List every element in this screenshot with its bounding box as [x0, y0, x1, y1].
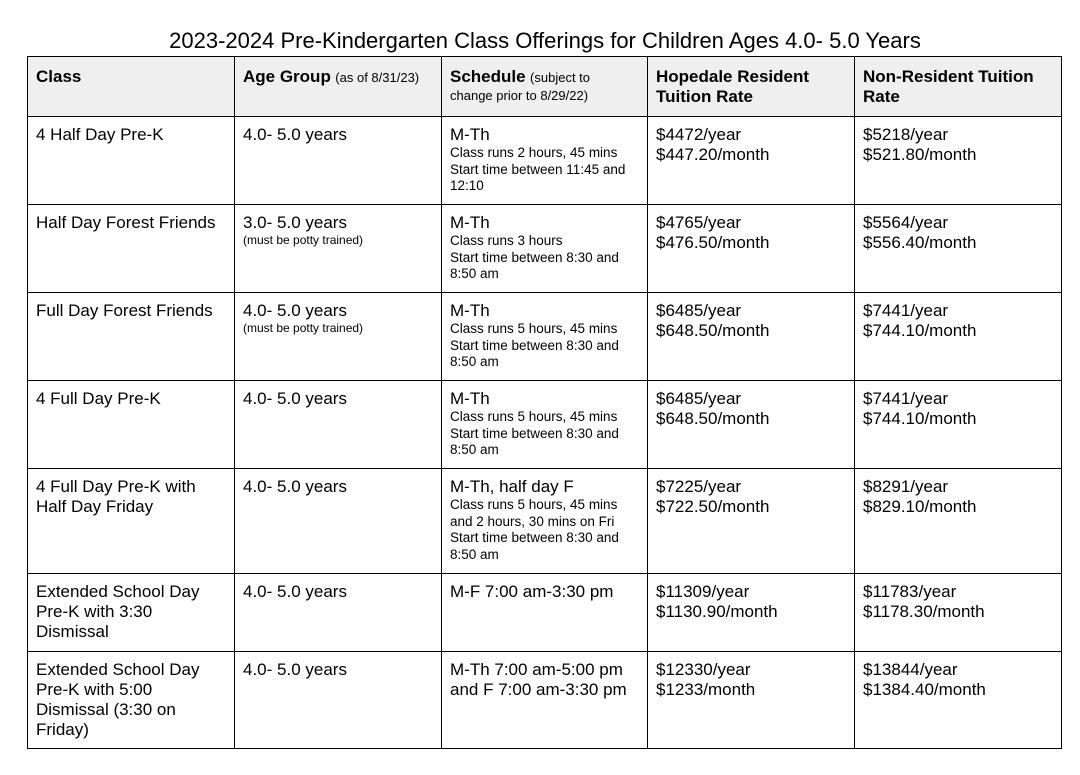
- header-resident-rate: [648, 57, 855, 117]
- header-age-group-label: Age Group: [243, 67, 331, 86]
- schedule-detail: 8:50 am: [450, 354, 499, 369]
- table-row: [28, 469, 1062, 574]
- schedule-detail: Start time between 11:45 and: [450, 161, 626, 177]
- cell-age: [235, 469, 442, 574]
- age-range: 4.0- 5.0 years: [243, 301, 347, 320]
- class-name-line: Pre-K with 3:30: [36, 602, 153, 621]
- cell-schedule: [442, 381, 648, 469]
- schedule-days: M-Th: [450, 125, 490, 144]
- cell-schedule: [442, 293, 648, 381]
- cell-nonresident-rate: [855, 205, 1062, 293]
- schedule-detail: 8:50 am: [450, 442, 499, 457]
- schedule-detail: 8:50 am: [450, 546, 499, 562]
- resident-monthly: $1130.90/month: [656, 602, 778, 621]
- nonresident-yearly: $13844/year: [863, 660, 958, 679]
- resident-monthly: $447.20/month: [656, 145, 770, 164]
- class-name-line: Pre-K with 5:00: [36, 680, 153, 699]
- schedule-detail: Class runs 2 hours, 45 mins: [450, 145, 618, 160]
- nonresident-monthly: $1178.30/month: [863, 602, 985, 621]
- table-header-row: [28, 57, 1062, 117]
- cell-resident-rate: [648, 293, 855, 381]
- resident-yearly: $7225/year: [656, 477, 742, 496]
- resident-yearly: $6485/year: [656, 389, 742, 408]
- schedule-days: M-Th: [450, 213, 490, 232]
- cell-class: [28, 652, 235, 749]
- age-range: 4.0- 5.0 years: [243, 125, 347, 144]
- schedule-detail: Class runs 5 hours, 45 mins: [450, 321, 618, 336]
- class-name-line: Extended School Day: [36, 582, 200, 601]
- resident-yearly: $4765/year: [656, 213, 742, 232]
- cell-resident-rate: [648, 117, 855, 205]
- cell-nonresident-rate: [855, 117, 1062, 205]
- header-schedule: [442, 57, 648, 117]
- class-offerings-table: [27, 56, 1062, 749]
- cell-class: [28, 117, 235, 205]
- cell-resident-rate: [648, 469, 855, 574]
- nonresident-yearly: $5218/year: [863, 125, 949, 144]
- nonresident-monthly: $744.10/month: [863, 409, 977, 428]
- cell-nonresident-rate: [855, 652, 1062, 749]
- age-range: 4.0- 5.0 years: [243, 582, 347, 601]
- header-age-group: [235, 57, 442, 117]
- resident-monthly: $476.50/month: [656, 233, 770, 252]
- nonresident-monthly: $744.10/month: [863, 321, 977, 340]
- cell-schedule: [442, 117, 648, 205]
- age-range: 4.0- 5.0 years: [243, 477, 347, 496]
- schedule-detail: Class runs 5 hours, 45 mins: [450, 497, 618, 512]
- header-class-label: Class: [36, 67, 82, 86]
- resident-yearly: $12330/year: [656, 660, 751, 679]
- age-range: 4.0- 5.0 years: [243, 389, 347, 408]
- cell-class: [28, 574, 235, 652]
- table-row: [28, 652, 1062, 749]
- table-row: [28, 293, 1062, 381]
- header-nonresident-label-2: Rate: [863, 87, 900, 106]
- header-resident-label-1: Hopedale Resident: [656, 67, 810, 86]
- resident-monthly: $648.50/month: [656, 409, 770, 428]
- table-row: [28, 205, 1062, 293]
- age-note: (must be potty trained): [243, 233, 364, 247]
- class-name-line: Dismissal (3:30 on: [36, 700, 176, 719]
- class-name: 4 Half Day Pre-K: [36, 125, 164, 144]
- cell-class: [28, 469, 235, 574]
- resident-yearly: $6485/year: [656, 301, 742, 320]
- schedule-days: M-F 7:00 am-3:30 pm: [450, 582, 614, 601]
- cell-resident-rate: [648, 205, 855, 293]
- table-row: [28, 381, 1062, 469]
- cell-schedule: [442, 469, 648, 574]
- cell-schedule: [442, 574, 648, 652]
- cell-nonresident-rate: [855, 574, 1062, 652]
- age-range: 3.0- 5.0 years: [243, 213, 347, 232]
- cell-resident-rate: [648, 652, 855, 749]
- table-row: [28, 574, 1062, 652]
- nonresident-yearly: $8291/year: [863, 477, 949, 496]
- nonresident-yearly: $11783/year: [863, 582, 957, 601]
- nonresident-yearly: $7441/year: [863, 389, 949, 408]
- cell-resident-rate: [648, 574, 855, 652]
- page-title: 2023-2024 Pre-Kindergarten Class Offerings for Children Ages 4.0- 5.0 Years: [169, 28, 921, 53]
- cell-schedule: [442, 652, 648, 749]
- nonresident-monthly: $1384.40/month: [863, 680, 986, 699]
- cell-age: [235, 205, 442, 293]
- header-schedule-label: Schedule: [450, 67, 526, 86]
- nonresident-yearly: $7441/year: [863, 301, 949, 320]
- schedule-days: M-Th, half day F: [450, 477, 574, 496]
- age-note: (must be potty trained): [243, 321, 364, 335]
- cell-age: [235, 652, 442, 749]
- class-name-line: Dismissal: [36, 622, 109, 641]
- cell-resident-rate: [648, 381, 855, 469]
- nonresident-monthly: $521.80/month: [863, 145, 977, 164]
- schedule-detail: Class runs 3 hours: [450, 233, 563, 248]
- resident-yearly: $4472/year: [656, 125, 742, 144]
- header-nonresident-rate: [855, 57, 1062, 117]
- cell-nonresident-rate: [855, 293, 1062, 381]
- class-name-line: Friday): [36, 720, 89, 739]
- nonresident-monthly: $829.10/month: [863, 497, 977, 516]
- class-name-line: 4 Full Day Pre-K with: [36, 477, 196, 496]
- class-name-line: Half Day Friday: [36, 497, 154, 516]
- table-row: [28, 117, 1062, 205]
- class-name: 4 Full Day Pre-K: [36, 389, 161, 408]
- resident-yearly: $11309/year: [656, 582, 750, 601]
- cell-class: [28, 205, 235, 293]
- nonresident-yearly: $5564/year: [863, 213, 949, 232]
- nonresident-monthly: $556.40/month: [863, 233, 977, 252]
- schedule-detail: Start time between 8:30 and: [450, 337, 619, 353]
- header-class: [28, 57, 235, 117]
- cell-schedule: [442, 205, 648, 293]
- cell-nonresident-rate: [855, 469, 1062, 574]
- schedule-days-line-2: and F 7:00 am-3:30 pm: [450, 680, 627, 699]
- header-age-group-note: (as of 8/31/23): [335, 70, 420, 85]
- schedule-detail: Class runs 5 hours, 45 mins: [450, 409, 618, 424]
- header-nonresident-label-1: Non-Resident Tuition: [863, 67, 1034, 86]
- class-name: Full Day Forest Friends: [36, 301, 213, 320]
- schedule-detail: and 2 hours, 30 mins on Fri: [450, 513, 615, 529]
- header-resident-label-2: Tuition Rate: [656, 87, 753, 106]
- schedule-days: M-Th: [450, 389, 490, 408]
- cell-age: [235, 293, 442, 381]
- schedule-detail: 12:10: [450, 178, 484, 193]
- cell-class: [28, 381, 235, 469]
- schedule-days: M-Th 7:00 am-5:00 pm: [450, 660, 623, 679]
- schedule-detail: Start time between 8:30 and: [450, 249, 619, 265]
- resident-monthly: $1233/month: [656, 680, 756, 699]
- class-name: Half Day Forest Friends: [36, 213, 216, 232]
- cell-age: [235, 574, 442, 652]
- resident-monthly: $722.50/month: [656, 497, 770, 516]
- header-schedule-note-2: change prior to 8/29/22): [450, 88, 589, 103]
- schedule-detail: Start time between 8:30 and: [450, 425, 619, 441]
- schedule-days: M-Th: [450, 301, 490, 320]
- cell-age: [235, 117, 442, 205]
- resident-monthly: $648.50/month: [656, 321, 770, 340]
- cell-class: [28, 293, 235, 381]
- cell-nonresident-rate: [855, 381, 1062, 469]
- schedule-detail: 8:50 am: [450, 266, 499, 281]
- schedule-detail: Start time between 8:30 and: [450, 530, 619, 545]
- age-range: 4.0- 5.0 years: [243, 660, 347, 679]
- class-name-line: Extended School Day: [36, 660, 200, 679]
- cell-age: [235, 381, 442, 469]
- header-schedule-note: (subject to: [530, 70, 591, 85]
